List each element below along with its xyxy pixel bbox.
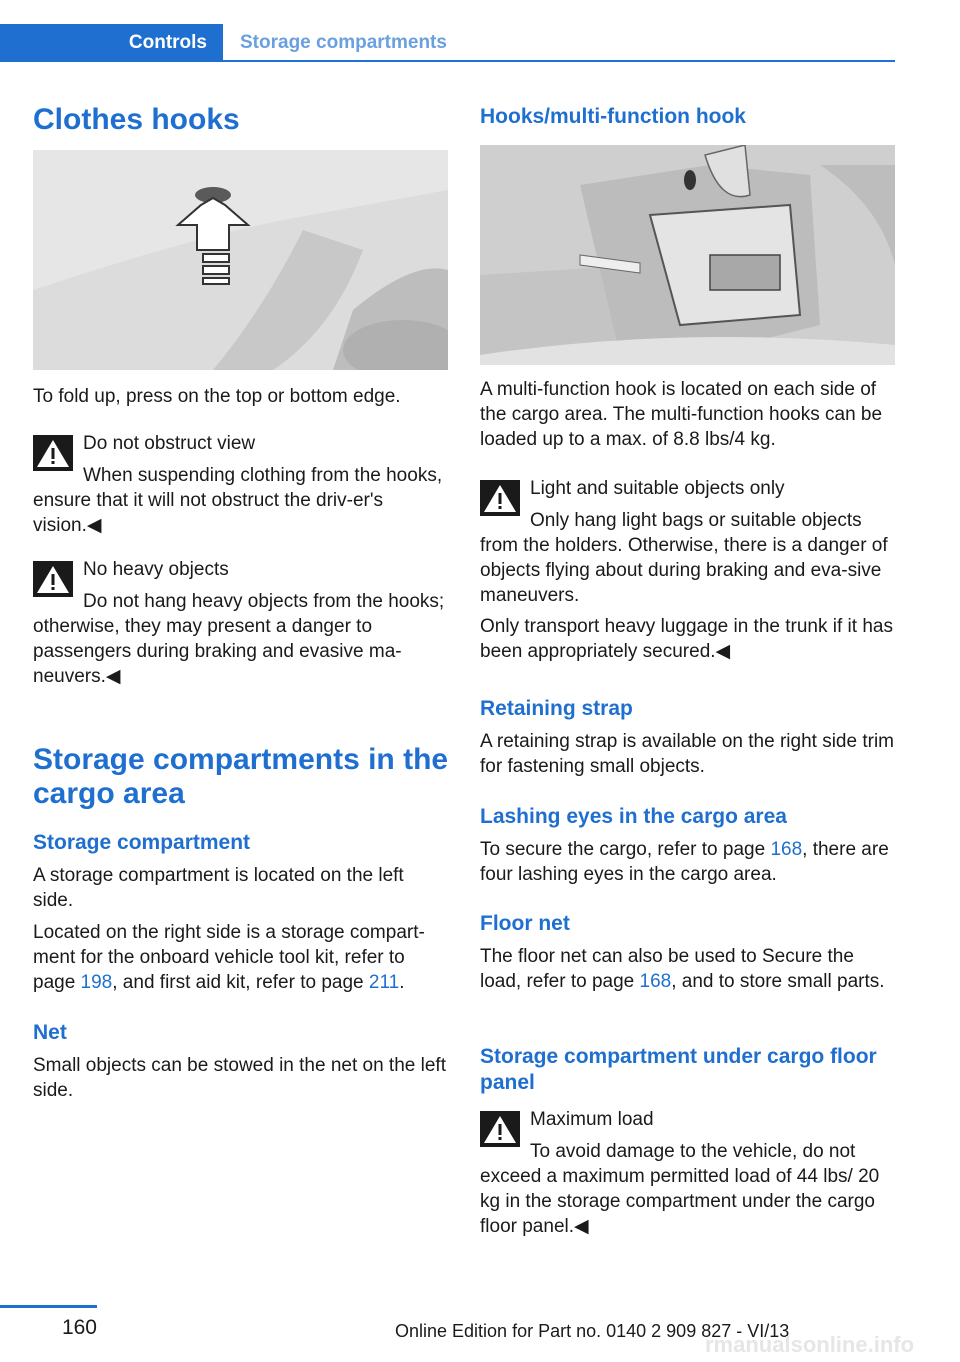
- edition-footer: Online Edition for Part no. 0140 2 909 827 - VI/13: [395, 1321, 790, 1341]
- warning-do-not-obstruct: [33, 431, 448, 538]
- warning-icon: [33, 561, 73, 597]
- clothes-hooks-title: Clothes hooks: [33, 103, 240, 136]
- warning-body: To avoid damage to the vehicle, do not exceed a maximum permitted load of 44 lbs/ 20 kg in the storage compartment under the cargo floor panel.◀: [480, 1141, 880, 1237]
- text-segment: Located on the right side is a storage compart‐ment for the onboard vehicle tool kit, refer to page: [33, 922, 425, 993]
- text-segment: To secure the cargo, refer to page: [480, 839, 771, 860]
- page-link-211[interactable]: 211: [368, 972, 400, 993]
- fold-instruction: To fold up, press on the top or bottom edge.: [33, 386, 401, 407]
- watermark: rmanualsonline.info: [705, 1332, 915, 1357]
- page-link-198[interactable]: 198: [80, 972, 113, 993]
- page-link-168[interactable]: 168: [770, 839, 803, 860]
- warning-no-heavy-objects: [33, 557, 448, 689]
- warning-title: Maximum load: [530, 1109, 654, 1130]
- text-segment: , and first aid kit, refer to page: [112, 972, 369, 993]
- warning-icon: [33, 435, 73, 471]
- warning-body: Do not hang heavy objects from the hooks; otherwise, they may present a danger to passengers during braking and evasive ma‐neuvers.◀: [33, 591, 445, 687]
- lashing-eyes-text: [480, 837, 895, 887]
- storage-compartment-title: Storage compartment: [33, 831, 251, 854]
- tab-storage-compartments[interactable]: Storage compartments: [240, 32, 447, 53]
- text-segment: The floor net can also be used to Secure the load, refer to page: [480, 946, 854, 992]
- footer-rule: [0, 1305, 97, 1308]
- text-segment: , there are four lashing eyes in the cargo area.: [480, 839, 889, 885]
- floor-net-title: Floor net: [480, 912, 570, 935]
- net-title: Net: [33, 1021, 67, 1044]
- lashing-eyes-title: Lashing eyes in the cargo area: [480, 805, 787, 828]
- clothes-hook-figure: [33, 150, 448, 370]
- warning-icon: [480, 480, 520, 516]
- underfloor-storage-title: Storage compartment under cargo floor panel: [480, 1045, 877, 1094]
- warning-body: Only hang light bags or suitable objects from the holders. Otherwise, there is a danger of objects flying about during braking and eva‐sive maneuvers.: [480, 510, 888, 606]
- floor-net-text: [480, 944, 895, 994]
- warning-light-objects: [480, 476, 895, 664]
- retaining-strap-title: Retaining strap: [480, 697, 633, 720]
- storage-compartment-right-text: [33, 920, 448, 995]
- warning-title: Light and suitable objects only: [530, 478, 785, 499]
- cargo-storage-title: Storage compartments in the cargo area: [33, 743, 449, 810]
- hooks-title: Hooks/multi-function hook: [480, 105, 746, 128]
- page-link-168[interactable]: 168: [639, 971, 672, 992]
- page-header: [0, 24, 895, 62]
- tab-controls[interactable]: Controls: [0, 24, 223, 62]
- net-text: Small objects can be stowed in the net on the left side.: [33, 1055, 446, 1101]
- retaining-strap-text: A retaining strap is available on the right side trim for fastening small objects.: [480, 731, 894, 777]
- storage-compartment-text: A storage compartment is located on the left side.: [33, 865, 404, 911]
- text-segment: .: [399, 972, 405, 993]
- warning-icon: [480, 1111, 520, 1147]
- cargo-area-figure: [480, 145, 895, 365]
- warning-title: No heavy objects: [83, 559, 229, 580]
- warning-title: Do not obstruct view: [83, 433, 256, 454]
- page-number: 160: [61, 1316, 97, 1339]
- text-segment: , and to store small parts.: [671, 971, 885, 992]
- warning-body: When suspending clothing from the hooks, ensure that it will not obstruct the driv‐er's vision.◀: [33, 465, 443, 536]
- warning-maximum-load: [480, 1107, 895, 1239]
- warning-body-2: Only transport heavy luggage in the trunk if it has been appropriately secured.◀: [480, 616, 893, 662]
- hooks-text: A multi-function hook is located on each side of the cargo area. The multi-function hooks can be loaded up to a max. of 8.8 lbs/4 kg.: [480, 379, 883, 450]
